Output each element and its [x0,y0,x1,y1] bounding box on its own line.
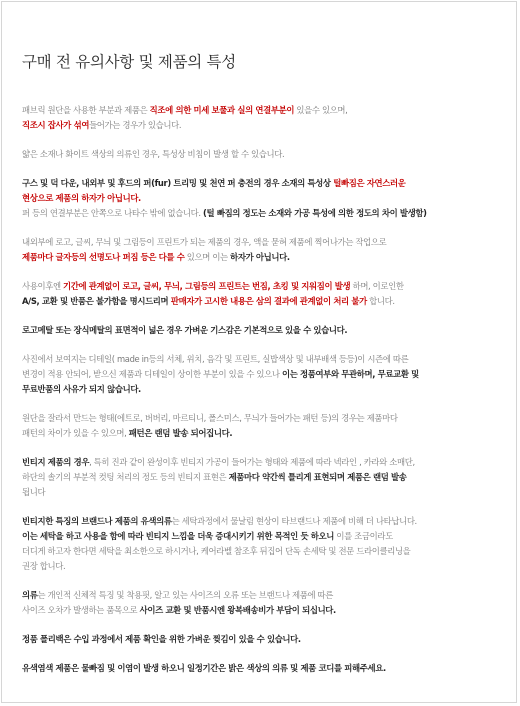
notice-line [22,455,502,470]
body-text: 하단의 솔기의 부분적 컷팅 처리의 정도 등의 빈티지 표현은 [22,472,229,482]
notice-paragraph [22,514,502,574]
emphasis-text: 무료반품의 사유가 되지 않습니다. [22,384,141,394]
notice-line [22,470,502,485]
emphasis-text: A/S, 교환 및 반품은 불가함을 명시드리며 [22,296,171,306]
notice-paragraph [22,455,502,500]
body-text: 됩니다 [22,487,46,497]
page-title: 구매 전 유의사항 및 제품의 특성 [22,53,236,71]
notice-paragraph [22,352,502,397]
notice-paragraph [22,588,502,618]
body-text: 더디게 하고자 한다면 세탁을 최소한으로 하시거나, 케어라벨 참조후 뒤집어 단독 손세탁 및 전문 드라이클리닝을 [22,546,411,556]
notice-line [22,485,502,500]
notice-line [22,176,502,191]
body-text: 변경이 적용 안되어, 받으신 제품과 디테일이 상이한 부분이 있을 수 있으나 [22,369,282,379]
body-text: 들어가는 경우가 있습니다. [89,120,182,130]
notice-line [22,426,502,441]
notice-body [22,103,502,690]
notice-paragraph [22,279,502,309]
notice-line [22,206,502,221]
emphasis-text: 유색염색 제품은 물빠짐 및 이염이 발생 하오니 일정기간은 밝은 색상의 의류 및 제품 코디를 피해주세요. [22,663,386,673]
body-text: , 특히 진과 같이 완성이후 빈티지 가공이 들어가는 형태와 제품에 따라 넥라인 , 카라와 소매단, [89,457,415,467]
emphasis-text: 정품 폴리백은 수입 과정에서 제품 확인을 위한 가벼운 찢김이 있을 수 있습니다. [22,634,301,644]
notice-line [22,118,502,133]
emphasis-text: 구스 및 덕 다운, 내외부 및 후드의 퍼(fur) 트리밍 및 천연 퍼 충전의 경우 소재의 특성상 [22,178,334,188]
highlight-text: 털빠짐은 자연스러운 [333,178,406,188]
highlight-text: 직조에 의한 미세 보풀과 실의 연결부분이 [149,105,295,115]
body-text: 있으며 이는 [184,252,231,262]
notice-line [22,235,502,250]
emphasis-text: 빈티지한 특징의 브랜드나 제품의 유색의류 [22,516,172,526]
body-text: 는 개인적 신체적 특징 및 착용핏, 알고 있는 사이즈의 오류 또는 브랜드나 제품에 따른 [37,590,334,600]
highlight-text: 기간에 관계없이 로고, 글씨, 무늬, 그림등의 프린트는 번짐, 초킹 및 지워짐이 발생 [63,281,351,291]
notice-paragraph [22,323,502,338]
notice-line [22,323,502,338]
notice-line [22,103,502,118]
notice-line [22,367,502,382]
body-text: 패브릭 원단을 사용한 부분과 제품은 [22,105,150,115]
highlight-text: 제품마다 글자등의 선명도나 퍼짐 등은 다를 수 [22,252,185,262]
notice-line [22,632,502,647]
notice-line [22,411,502,426]
notice-line [22,294,502,309]
emphasis-text: 제품마다 약간씩 틀리게 표현되며 제품은 랜덤 발송 [228,472,407,482]
emphasis-text: (털 빠짐의 정도는 소재와 가공 특성에 의한 정도의 차이 발생함) [203,208,427,218]
body-text: 사이즈 오차가 발생하는 품목으로 [22,605,140,615]
highlight-text: 직조시 잡사가 섞여 [22,120,90,130]
notice-line [22,352,502,367]
emphasis-text: 이는 정품여부와 무관하며, 무료교환 및 [281,369,419,379]
emphasis-text: 의류 [22,590,38,600]
notice-line [22,250,502,265]
body-text: 사진에서 보여지는 디테일( made in등의 서체, 위치, 음각 및 프린트, 실밥색상 및 내부배색 등등)이 시즌에 따른 [22,354,409,364]
notice-line [22,147,502,162]
body-text: 있을수 있으며, [294,105,348,115]
notice-line [22,191,502,206]
notice-paragraph [22,103,502,133]
highlight-text: 현상으로 제품의 하자가 아닙니다. [22,193,141,203]
body-text: 사용이후엔 [22,281,64,291]
notice-line [22,529,502,544]
body-text: 패턴의 차이가 있을 수 있으며, [22,428,129,438]
notice-paragraph [22,235,502,265]
notice-paragraph [22,632,502,647]
notice-paragraph [22,661,502,676]
body-text: 원단을 잘라서 만드는 형태(에트로, 버버리, 마르티니, 폴스미스, 무늬가 들어가는 패턴 등)의 경우는 제품마다 [22,413,398,423]
body-text: 얇은 소재나 화이트 색상의 의류인 경우, 특성상 비침이 발생 할 수 있습니다. [22,149,285,159]
notice-line [22,514,502,529]
body-text: 권장 합니다. [22,561,66,571]
notice-paragraph [22,176,502,221]
notice-paragraph [22,411,502,441]
notice-line [22,544,502,559]
notice-line [22,588,502,603]
emphasis-text: 사이즈 교환 및 반품시엔 왕복배송비가 부담이 되십니다. [139,605,336,615]
emphasis-text: 패턴은 랜덤 발송 되어집니다. [128,428,233,438]
notice-line [22,382,502,397]
body-text: 하며, 이로인한 [350,281,404,291]
notice-paragraph [22,147,502,162]
emphasis-text: 빈티지 제품의 경우 [22,457,90,467]
notice-line [22,661,502,676]
notice-line [22,603,502,618]
body-text: 는 세탁과정에서 물날림 현상이 타브랜드나 제품에 비해 더 나타납니다. [171,516,417,526]
highlight-text: 판매자가 고시한 내용은 삼의 결과에 관계없이 처리 불가 [170,296,367,306]
body-text: 이를 조금이라도 [334,531,393,541]
emphasis-text: 하자가 아닙니다. [230,252,290,262]
emphasis-text: 이는 세탁을 하고 사용을 함에 따라 빈티지 느낌을 더욱 증대시키기 위한 목적인 듯 하오니 [22,531,335,541]
body-text: 퍼 등의 연결부분은 안쪽으로 나타수 밖에 없습니다. [22,208,204,218]
body-text: 합니다. [366,296,395,306]
notice-panel [1,1,517,703]
notice-line [22,559,502,574]
notice-line [22,279,502,294]
body-text: 내외부에 로고, 글씨, 무늬 및 그림등이 프린트가 되는 제품의 경우, 액을 묻혀 제품에 찍어나가는 작업으로 [22,237,387,247]
emphasis-text: 로고메탈 또는 장식메탈의 표면적이 넓은 경우 가벼운 기스감은 기본적으로 있을 수 있습니다. [22,325,348,335]
